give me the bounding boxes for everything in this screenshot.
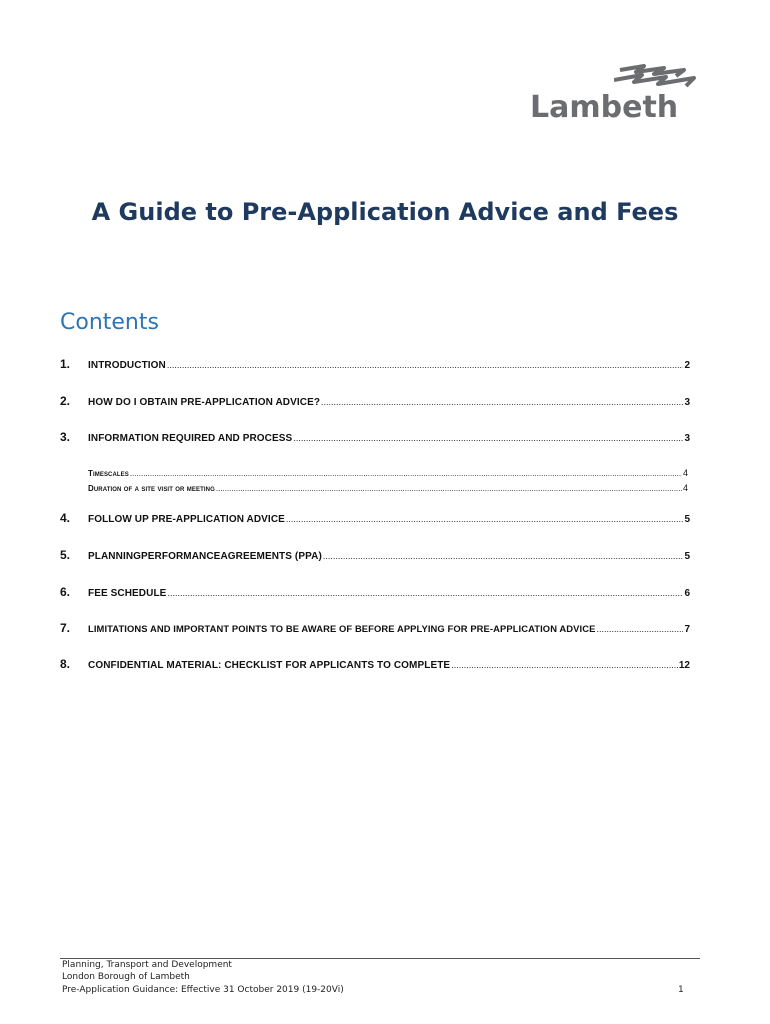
toc-page: 3 <box>684 433 690 444</box>
toc-subentry[interactable] <box>88 483 688 495</box>
toc-title: INTRODUCTION <box>88 360 166 371</box>
toc-title: PLANNINGPERFORMANCEAGREEMENTS (PPA) <box>88 551 322 562</box>
toc-leader <box>167 588 683 598</box>
toc-number: 3. <box>60 430 71 444</box>
toc-number: 7. <box>60 621 71 635</box>
toc-leader <box>451 660 678 670</box>
toc-leader <box>293 433 683 443</box>
document-title: A Guide to Pre-Application Advice and Fees <box>91 198 679 226</box>
toc-page: 4 <box>682 483 688 493</box>
toc-subtitle: Timescales <box>88 469 129 478</box>
toc-entry[interactable] <box>60 511 690 527</box>
toc-title: HOW DO I OBTAIN PRE-APPLICATION ADVICE? <box>88 397 321 408</box>
toc-number: 6. <box>60 585 71 599</box>
contents-heading: Contents <box>60 310 159 335</box>
toc-leader <box>286 514 684 524</box>
toc-leader <box>130 469 682 478</box>
toc-page: 3 <box>684 397 690 408</box>
toc-leader <box>167 360 684 370</box>
toc-subentry[interactable] <box>88 468 688 480</box>
toc-title: CONFIDENTIAL MATERIAL: CHECKLIST FOR APPLICANTS TO COMPLETE <box>88 660 451 671</box>
footer-divider <box>60 958 700 959</box>
footer-borough: London Borough of Lambeth <box>62 972 190 982</box>
toc-entry[interactable] <box>60 548 690 564</box>
toc-page: 7 <box>684 624 690 635</box>
toc-page: 2 <box>684 360 690 371</box>
toc-title: FOLLOW UP PRE-APPLICATION ADVICE <box>88 514 285 525</box>
toc-page: 4 <box>682 468 688 478</box>
toc-number: 2. <box>60 394 71 408</box>
toc-title: FEE SCHEDULE <box>88 588 167 599</box>
toc-number: 8. <box>60 657 71 671</box>
toc-leader <box>596 624 683 634</box>
toc-page: 6 <box>684 588 690 599</box>
toc-page: 5 <box>684 551 690 562</box>
toc-title: INFORMATION REQUIRED AND PROCESS <box>88 433 293 444</box>
toc-entry[interactable] <box>60 357 690 373</box>
toc-number: 5. <box>60 548 71 562</box>
logo-text: Lambeth <box>530 90 679 125</box>
toc-leader <box>321 397 683 407</box>
toc-entry[interactable] <box>60 394 690 410</box>
toc-entry[interactable] <box>60 430 690 446</box>
lambeth-logo <box>528 64 708 126</box>
toc-entry[interactable] <box>60 657 690 673</box>
footer-department: Planning, Transport and Development <box>62 960 232 970</box>
toc-entry[interactable] <box>60 621 690 637</box>
toc-page: 12 <box>678 660 690 671</box>
toc-subtitle: Duration of a site visit or meeting <box>88 484 215 493</box>
toc-leader <box>323 551 684 561</box>
footer-guidance: Pre-Application Guidance: Effective 31 October 2019 (19-20Vi) <box>62 985 344 995</box>
toc-leader <box>216 484 682 493</box>
toc-title: LIMITATIONS AND IMPORTANT POINTS TO BE AWARE OF BEFORE APPLYING FOR PRE-APPLICATION ADVICE <box>88 623 596 634</box>
toc-number: 4. <box>60 511 71 525</box>
toc-entry[interactable] <box>60 585 690 601</box>
page-number: 1 <box>678 985 684 995</box>
toc-number: 1. <box>60 357 71 371</box>
lambeth-wave-icon <box>614 64 706 90</box>
toc-page: 5 <box>684 514 690 525</box>
